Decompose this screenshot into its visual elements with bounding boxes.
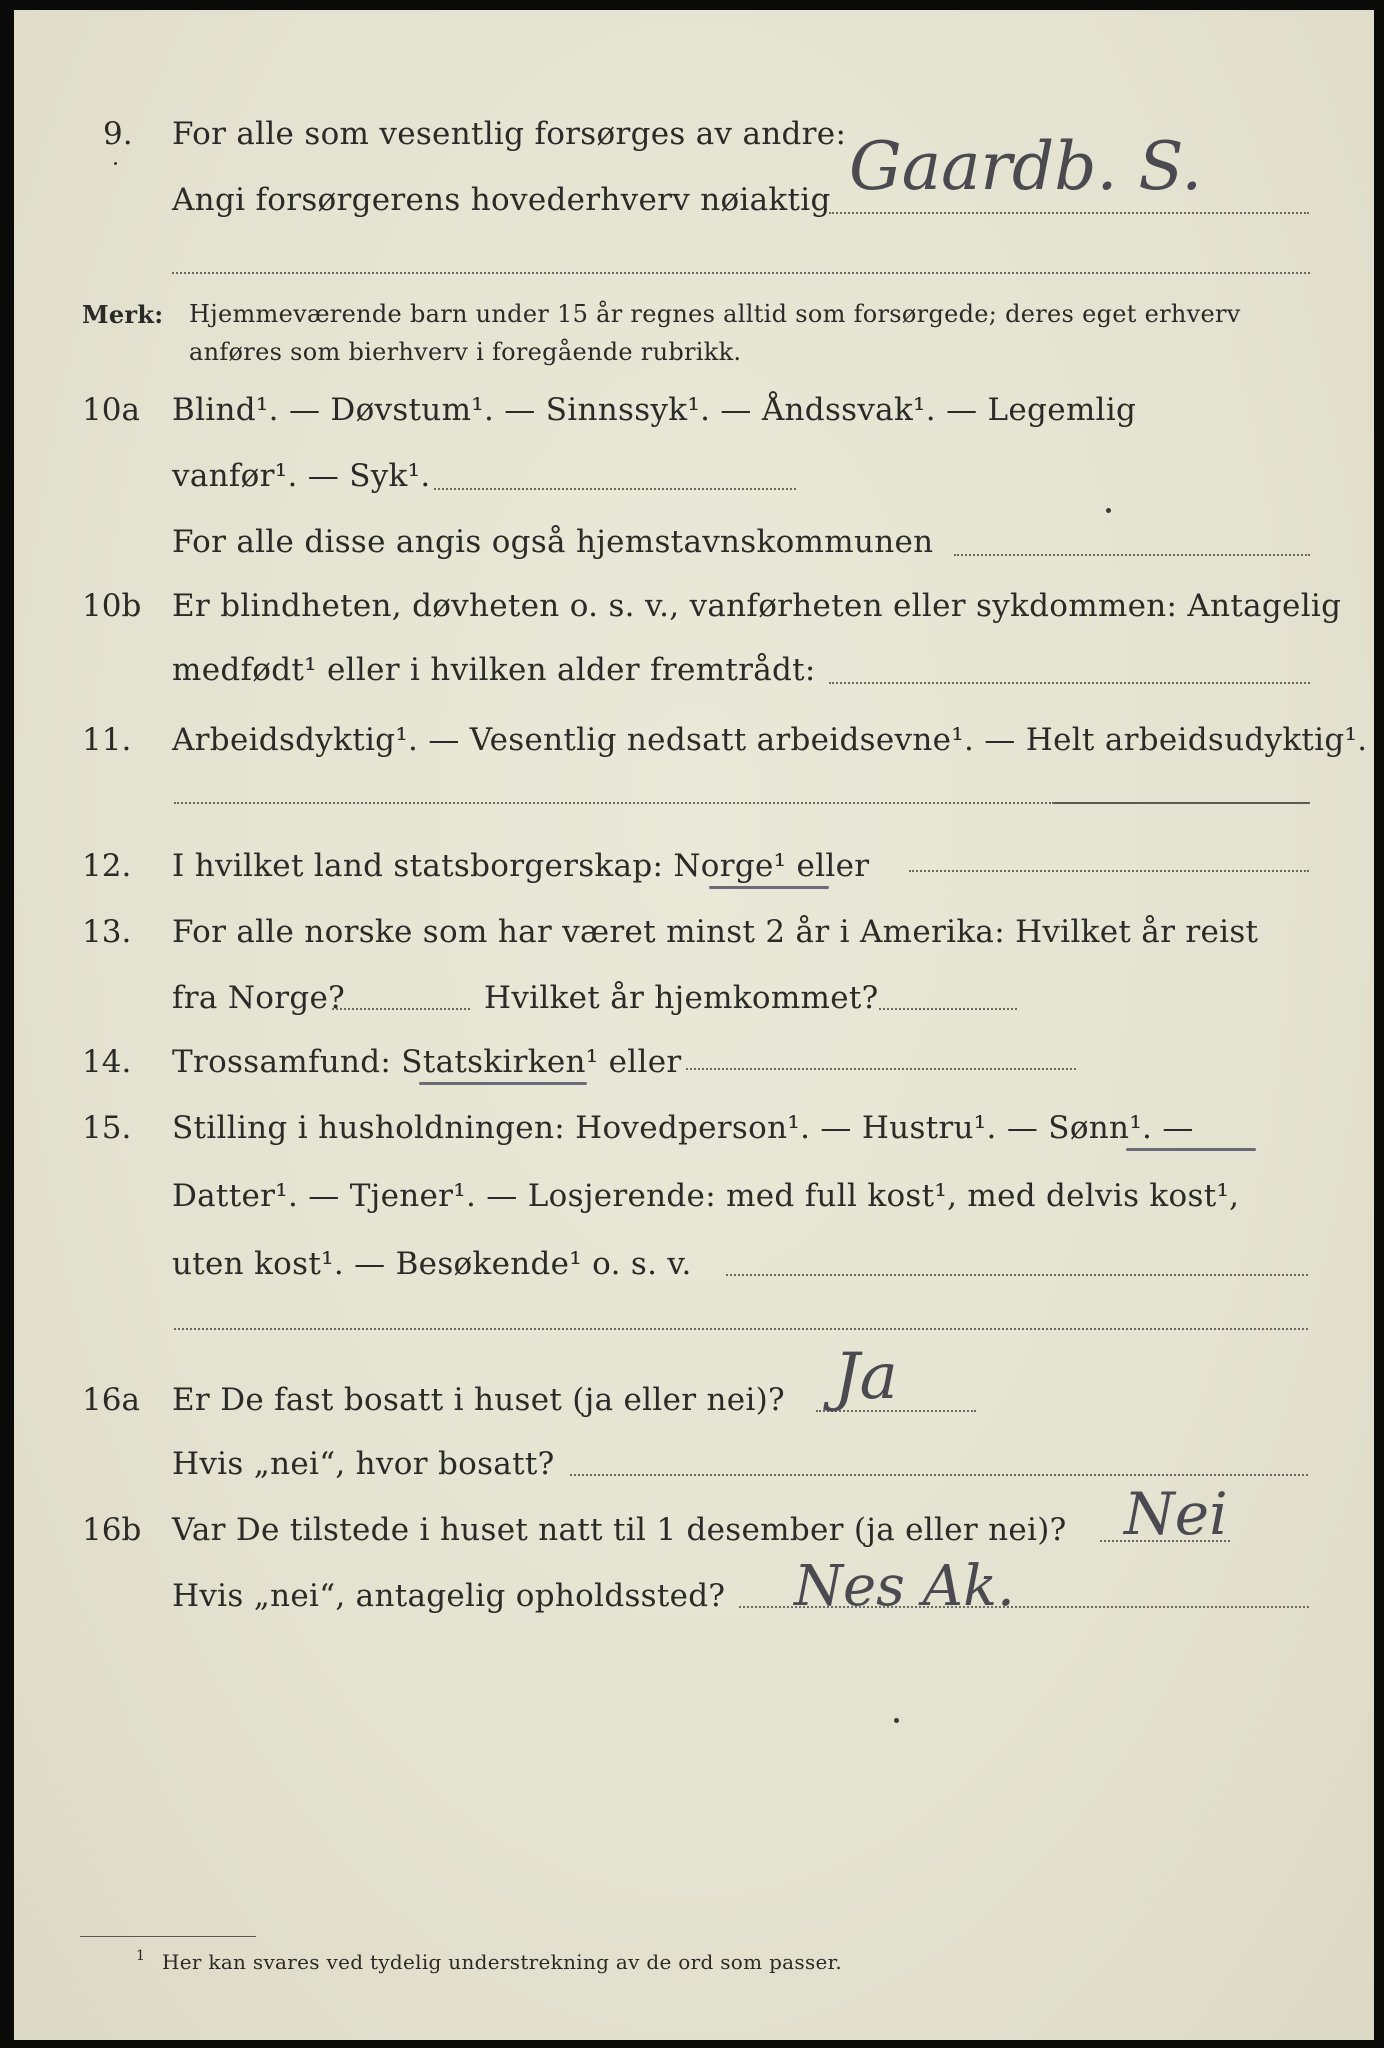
q16b-handwritten-place: Nes Ak.	[794, 1554, 1015, 1619]
note-label: Merk:	[82, 300, 164, 329]
note-line2: anføres som bierhverv i foregående rubrikk.	[189, 338, 742, 366]
q9-line2: Angi forsørgerens hovederhverv nøiaktig	[172, 182, 831, 218]
q10a-line1: Blind¹. — Døvstum¹. — Sinnssyk¹. — Åndssvak¹. — Legemlig	[172, 392, 1137, 428]
q16b-handwritten-answer: Nei	[1124, 1480, 1228, 1548]
q16b-line1: Var De tilstede i huset natt til 1 desember (ja eller nei)?	[172, 1512, 1067, 1548]
q13-reist-answer-line	[332, 1008, 470, 1010]
q14-answer-line	[686, 1068, 1076, 1070]
q13-number: 13.	[82, 914, 132, 950]
q16b-line2: Hvis „nei“, antagelig opholdssted?	[172, 1578, 726, 1614]
q9-handwritten-answer: Gaardb. S.	[849, 128, 1203, 205]
footnote-mark: 1	[136, 1948, 146, 1964]
q16b-number: 16b	[82, 1512, 142, 1548]
q10b-line1: Er blindheten, døvheten o. s. v., vanførheten eller sykdommen: Antagelig	[172, 588, 1342, 624]
q14-line1: Trossamfund: Statskirken¹ eller	[172, 1044, 682, 1080]
q13-line2a: fra Norge?	[172, 980, 346, 1016]
ink-speck	[114, 162, 117, 165]
q16a-line1: Er De fast bosatt i huset (ja eller nei)?	[172, 1382, 785, 1418]
census-form-sheet	[14, 10, 1374, 2040]
q15-line2: Datter¹. — Tjener¹. — Losjerende: med full kost¹, med delvis kost¹,	[172, 1178, 1240, 1214]
sonn-underline-mark	[1126, 1148, 1256, 1151]
q9-number: 9.	[103, 116, 133, 152]
note-line1: Hjemmeværende barn under 15 år regnes alltid som forsørgede; deres eget erhverv	[189, 300, 1241, 328]
q12-line1: I hvilket land statsborgerskap: Norge¹ eller	[172, 848, 870, 884]
q15-line3: uten kost¹. — Besøkende¹ o. s. v.	[172, 1246, 692, 1282]
q11-line1: Arbeidsdyktig¹. — Vesentlig nedsatt arbeidsevne¹. — Helt arbeidsudyktig¹.	[172, 722, 1368, 758]
q11-answer-line	[174, 802, 1054, 804]
q10a-line2: vanfør¹. — Syk¹.	[172, 458, 431, 494]
q10b-number: 10b	[82, 588, 142, 624]
statskirken-underline-mark	[419, 1082, 587, 1085]
q11-number: 11.	[82, 722, 132, 758]
ink-speck	[894, 1718, 899, 1723]
footnote-rule	[80, 1936, 256, 1937]
q10a-line3: For alle disse angis også hjemstavnskommunen	[172, 524, 934, 560]
q13-hjemkommet-answer-line	[879, 1008, 1017, 1010]
q9-answer-line	[829, 212, 1309, 214]
ink-speck	[1106, 508, 1111, 513]
q16a-bosatt-answer-line	[570, 1474, 1308, 1476]
q10a-line3-answer-line	[954, 554, 1310, 556]
q13-line2b: Hvilket år hjemkommet?	[484, 980, 879, 1016]
q16a-handwritten-answer: Ja	[834, 1340, 898, 1414]
q10b-answer-line	[829, 682, 1310, 684]
footnote-text: Her kan svares ved tydelig understrekning av de ord som passer.	[162, 1950, 842, 1974]
norge-underline-mark	[709, 886, 829, 889]
separator-line	[172, 272, 1310, 274]
q11-answer-line-end	[1054, 802, 1310, 804]
q15-number: 15.	[82, 1110, 132, 1146]
separator-line-2	[174, 1328, 1308, 1330]
q12-answer-line	[909, 870, 1309, 872]
q13-line1: For alle norske som har været minst 2 år i Amerika: Hvilket år reist	[172, 914, 1259, 950]
q15-answer-line	[726, 1274, 1308, 1276]
q14-number: 14.	[82, 1044, 132, 1080]
q15-line1: Stilling i husholdningen: Hovedperson¹. — Hustru¹. — Sønn¹. —	[172, 1110, 1194, 1146]
q10a-number: 10a	[82, 392, 140, 428]
q16a-line2: Hvis „nei“, hvor bosatt?	[172, 1446, 555, 1482]
q12-number: 12.	[82, 848, 132, 884]
q16a-number: 16a	[82, 1382, 140, 1418]
q10a-line2-answer-line	[434, 488, 796, 490]
q9-line1: For alle som vesentlig forsørges av andre:	[172, 116, 847, 152]
q10b-line2: medfødt¹ eller i hvilken alder fremtrådt:	[172, 652, 816, 688]
